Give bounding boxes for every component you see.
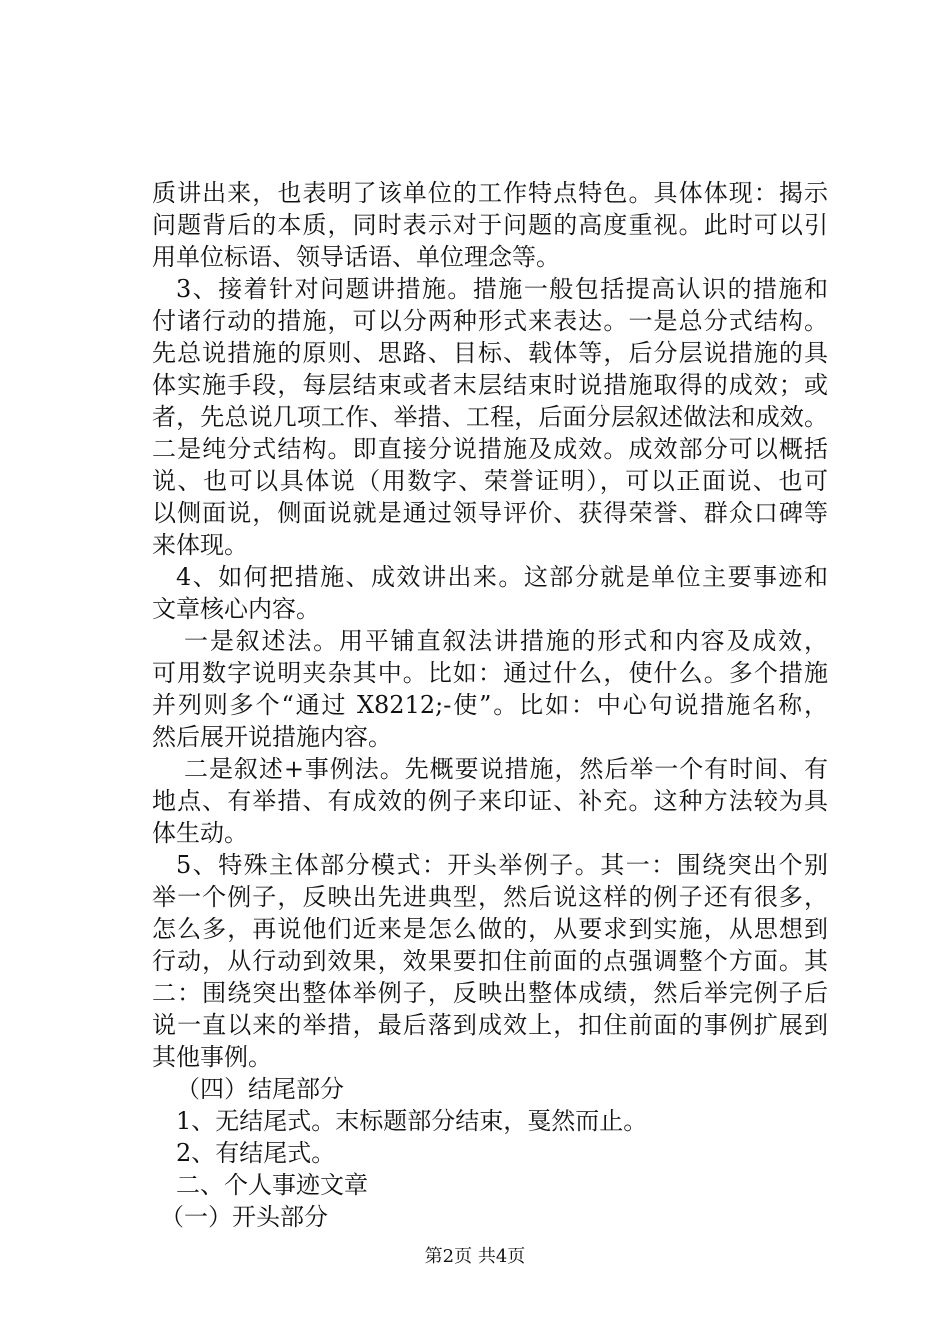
text-line: 4、如何把措施、成效讲出来。这部分就是单位主要事迹和 — [176, 563, 828, 591]
page-footer: 第2页 共4页 — [424, 1246, 526, 1267]
text-line: 行动，从行动到效果，效果要扣住前面的点强调整个方面。其 — [152, 947, 828, 975]
text-line: 3、接着针对问题讲措施。措施一般包括提高认识的措施和 — [176, 275, 828, 303]
text-line: 二：围绕突出整体举例子，反映出整体成绩，然后举完例子后 — [152, 979, 828, 1007]
text-line: 其他事例。 — [152, 1043, 272, 1071]
text-line: 质讲出来，也表明了该单位的工作特点特色。具体体现：揭示 — [152, 179, 828, 207]
text-line: 说、也可以具体说（用数字、荣誉证明），可以正面说、也可 — [152, 467, 828, 495]
text-line: 怎么多，再说他们近来是怎么做的，从要求到实施，从思想到 — [152, 915, 828, 943]
text-line: 地点、有举措、有成效的例子来印证、补充。这种方法较为具 — [152, 787, 828, 815]
text-line: 举一个例子，反映出先进典型，然后说这样的例子还有很多， — [152, 883, 828, 911]
text-line: 文章核心内容。 — [152, 595, 320, 623]
text-line: 体实施手段，每层结束或者末层结束时说措施取得的成效；或 — [152, 371, 828, 399]
text-line: 用单位标语、领导话语、单位理念等。 — [152, 243, 560, 271]
text-line: 可用数字说明夹杂其中。比如：通过什么，使什么。多个措施 — [152, 659, 828, 687]
text-line: 来体现。 — [152, 531, 248, 559]
text-line: 5、特殊主体部分模式：开头举例子。其一：围绕突出个别 — [176, 851, 828, 879]
text-line: 以侧面说，侧面说就是通过领导评价、获得荣誉、群众口碑等 — [152, 499, 828, 527]
text-line: 付诸行动的措施，可以分两种形式来表达。一是总分式结构。 — [152, 307, 828, 335]
text-line: 2、有结尾式。 — [176, 1139, 336, 1167]
section-heading: 二、个人事迹文章 — [176, 1171, 368, 1199]
section-heading: （一）开头部分 — [160, 1203, 328, 1231]
text-line: 二是纯分式结构。即直接分说措施及成效。成效部分可以概括 — [152, 435, 828, 463]
text-line: 然后展开说措施内容。 — [152, 723, 392, 751]
text-line: 说一直以来的举措，最后落到成效上，扣住前面的事例扩展到 — [152, 1011, 828, 1039]
text-line: 二是叙述+事例法。先概要说措施，然后举一个有时间、有 — [184, 755, 828, 783]
text-line: 一是叙述法。用平铺直叙法讲措施的形式和内容及成效， — [184, 627, 828, 655]
text-line: 问题背后的本质，同时表示对于问题的高度重视。此时可以引 — [152, 211, 828, 239]
text-line: 者，先总说几项工作、举措、工程，后面分层叙述做法和成效。 — [152, 403, 828, 431]
text-line: 1、无结尾式。末标题部分结束，戛然而止。 — [176, 1107, 648, 1135]
text-line: 体生动。 — [152, 819, 248, 847]
text-line: 先总说措施的原则、思路、目标、载体等，后分层说措施的具 — [152, 339, 828, 367]
section-heading: （四）结尾部分 — [176, 1075, 344, 1103]
text-line: 并列则多个“通过 X8212;-使”。比如：中心句说措施名称， — [152, 691, 828, 719]
